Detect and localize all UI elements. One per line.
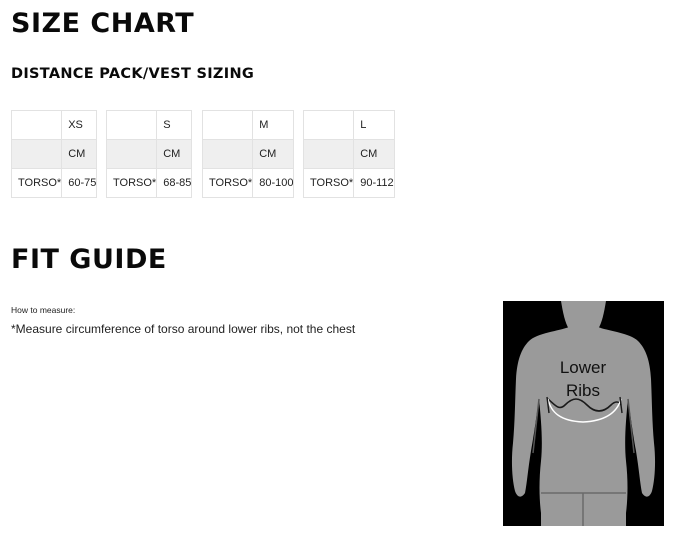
measure-instruction: *Measure circumference of torso around lower ribs, not the chest (11, 322, 356, 336)
how-to-measure-label: How to measure: (11, 305, 76, 315)
size-table-s (106, 110, 192, 198)
measure-range: 60-75 (62, 169, 97, 198)
empty-cell (203, 140, 253, 169)
size-header: L (354, 111, 394, 140)
measure-range: 68-85 (157, 169, 192, 198)
measure-range: 80-100 (253, 169, 294, 198)
empty-cell (12, 111, 62, 140)
unit-cell: CM (253, 140, 294, 169)
size-table-xs (11, 110, 97, 198)
empty-cell (304, 140, 354, 169)
figure-label-ribs: Ribs (565, 381, 601, 400)
size-table-m (202, 110, 294, 198)
size-header: M (253, 111, 294, 140)
unit-cell: CM (157, 140, 192, 169)
measure-label: TORSO* (107, 169, 157, 198)
torso-figure (503, 301, 664, 526)
size-header: S (157, 111, 192, 140)
empty-cell (203, 111, 253, 140)
measure-label: TORSO* (304, 169, 354, 198)
size-table-l (303, 110, 395, 198)
sizing-subtitle: DISTANCE PACK/VEST SIZING (11, 66, 255, 82)
empty-cell (304, 111, 354, 140)
unit-cell: CM (62, 140, 97, 169)
measure-label: TORSO* (203, 169, 253, 198)
unit-cell: CM (354, 140, 394, 169)
empty-cell (12, 140, 62, 169)
figure-label-lower: Lower (559, 358, 607, 377)
measure-range: 90-112 (354, 169, 394, 198)
torso-silhouette-icon (503, 301, 664, 526)
fit-guide-title: FIT GUIDE (11, 244, 167, 275)
empty-cell (107, 140, 157, 169)
size-header: XS (62, 111, 97, 140)
size-chart-title: SIZE CHART (11, 8, 195, 39)
measure-label: TORSO* (12, 169, 62, 198)
empty-cell (107, 111, 157, 140)
